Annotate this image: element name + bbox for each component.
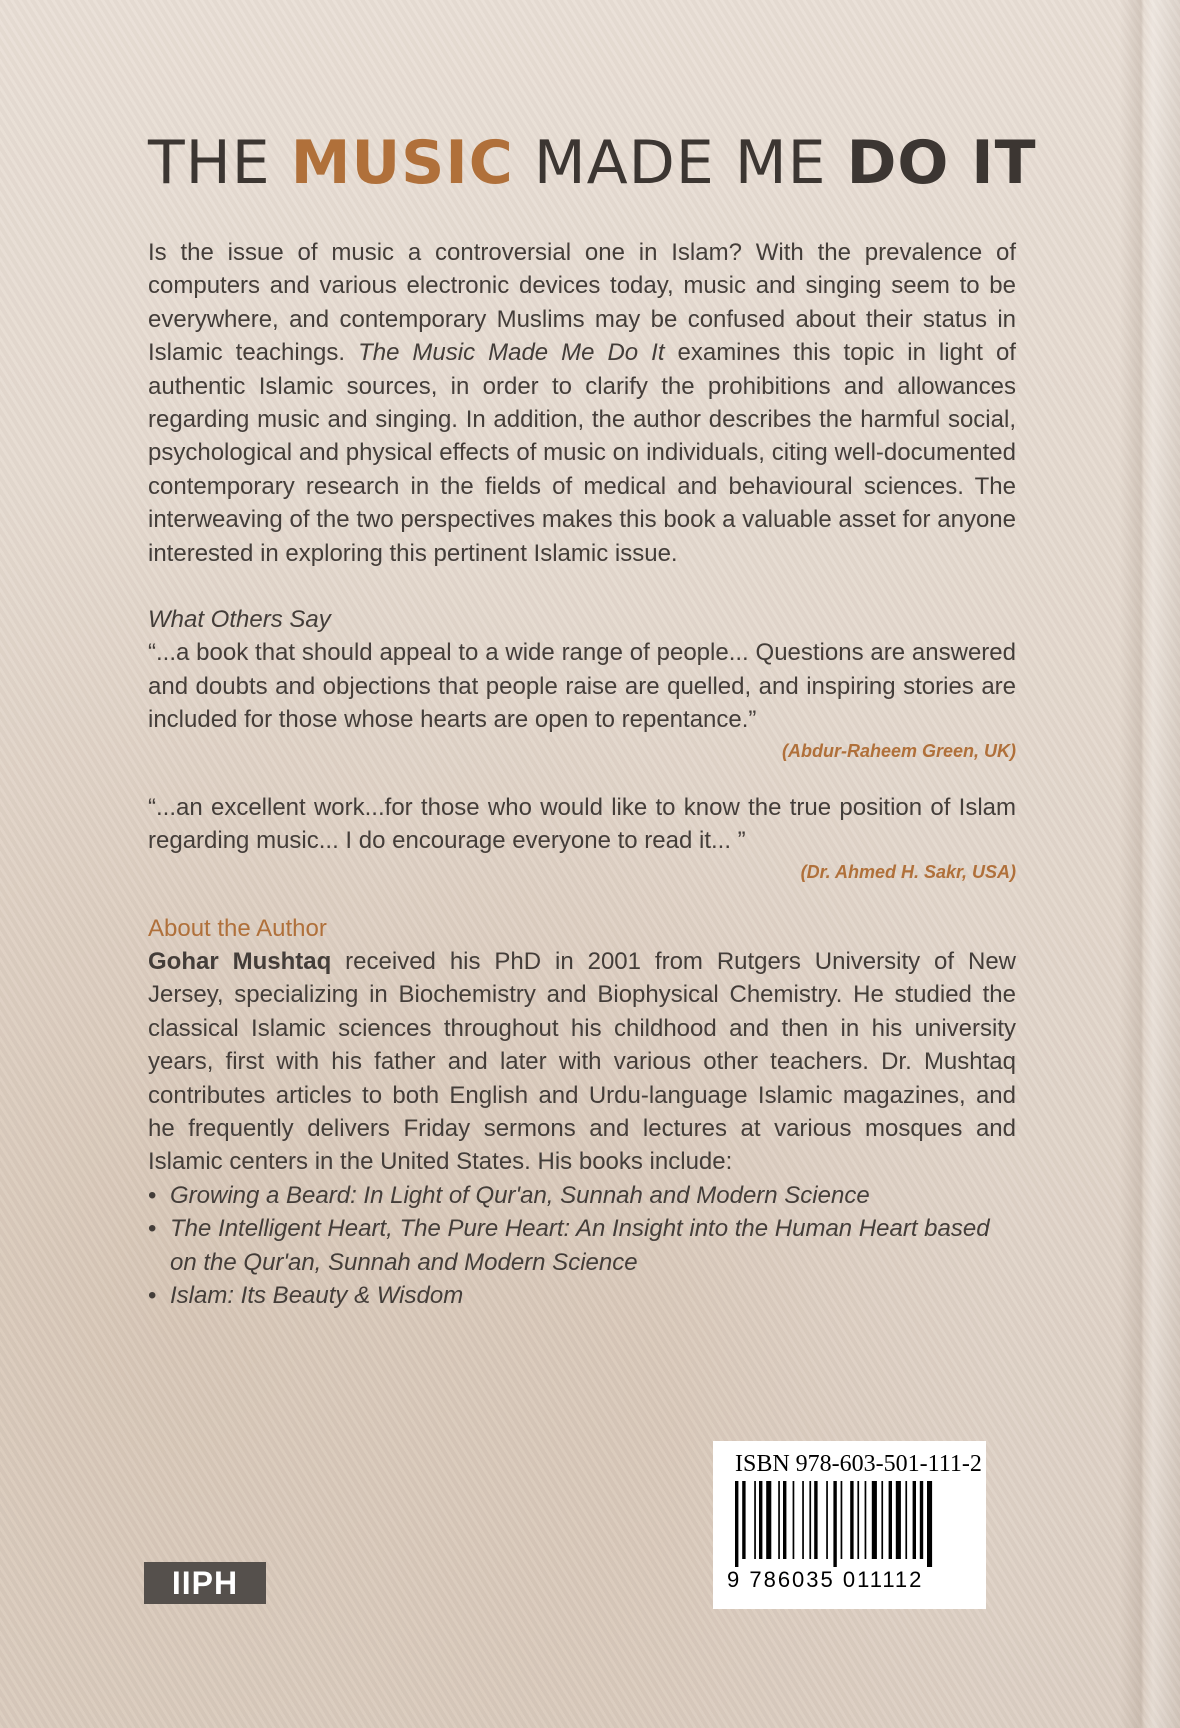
review-attribution-2: (Dr. Ahmed H. Sakr, USA): [800, 861, 1016, 882]
barcode-bar: [766, 1481, 771, 1559]
book-description: [148, 236, 1016, 570]
isbn-label: ISBN 978-603-501-111-2: [735, 1451, 982, 1477]
spine-edge: [1120, 0, 1180, 1728]
barcode-bar: [809, 1481, 811, 1559]
barcode-bar: [881, 1481, 883, 1559]
author-bio: [148, 945, 1016, 1179]
description-book-title: The Music Made Me Do It: [358, 339, 665, 367]
barcode-bar: [905, 1481, 907, 1559]
author-books-list: [148, 1179, 1016, 1313]
reviews-heading: What Others Say: [148, 606, 331, 634]
barcode-bar: [889, 1481, 892, 1559]
barcode-bar: [814, 1481, 817, 1559]
barcode-bar: [913, 1481, 916, 1559]
author-bio-text: received his PhD in 2001 from Rutgers University of New Jersey, specializing in Biochemistry and Biophysical Chemistry. He studied the classical Islamic sciences throughout his childhood and then in his university years, first with his father and later with various other teachers. Dr. Mushtaq contributes articles to both English and Urdu-language Islamic magazines, and he frequently delivers Friday sermons and lectures at various mosques and Islamic centers in the United States. His books include:: [148, 947, 1016, 1176]
book-item: • Growing a Beard: In Light of Qur'an, Sunnah and Modern Science: [148, 1179, 1016, 1212]
title-part-made-me: MADE ME: [513, 128, 847, 198]
description-body: examines this topic in light of authentic Islamic sources, in order to clarify the prohibitions and allowances regarding music and singing. In addition, the author describes the harmful social, psychological and physical effects of music on individuals, citing well-documented contemporary research in the fields of medical and behavioural sciences. The interweaving of the two perspectives makes this book a valuable asset for anyone interested in exploring this pertinent Islamic issue.: [148, 339, 1016, 567]
publisher-logo: IIPH: [144, 1562, 266, 1604]
review-quote-2: “...an excellent work...for those who would like to know the true position of Islam regarding music... I do encourage everyone to read it... ”: [148, 793, 1016, 855]
title-part-the: THE: [148, 128, 291, 198]
barcode-bar: [927, 1481, 932, 1567]
isbn-barcode-box: [713, 1441, 986, 1609]
cover-text: [148, 236, 1016, 1312]
barcode-bar: [920, 1481, 923, 1559]
barcode-bar: [778, 1481, 780, 1559]
description-intro: Is the issue of music a controversial one in Islam? With the prevalence of computers and various electronic devices today, music and singing seem to be everywhere, and contemporary Muslims may be confused about their status in Islamic teachings.: [148, 239, 1016, 367]
barcode-bar: [754, 1481, 756, 1559]
title-part-do-it: DO IT: [846, 128, 1037, 198]
barcode-bar: [759, 1481, 762, 1559]
title-part-music: MUSIC: [290, 128, 514, 198]
book-title: [148, 128, 1037, 198]
barcode-bar: [896, 1481, 901, 1559]
barcode-bar: [826, 1481, 828, 1559]
barcode-bar: [793, 1481, 795, 1559]
author-name: Gohar Mushtaq: [148, 947, 332, 975]
barcode-bar: [872, 1481, 877, 1559]
barcode-bar: [841, 1481, 843, 1559]
barcode-bar: [857, 1481, 859, 1559]
barcode-bar: [833, 1481, 836, 1567]
barcode-bar: [850, 1481, 853, 1559]
barcode-icon: [731, 1481, 983, 1567]
review-attribution-1: (Abdur-Raheem Green, UK): [781, 740, 1016, 761]
review-spacer: [148, 765, 1016, 791]
barcode-bar: [802, 1481, 804, 1559]
barcode-bar: [783, 1481, 786, 1559]
book-item: • The Intelligent Heart, The Pure Heart: An Insight into the Human Heart based on the Qur'an, Sunnah and Modern Science: [148, 1212, 1016, 1279]
book-item: • Islam: Its Beauty & Wisdom: [148, 1279, 1016, 1312]
barcode-bar: [865, 1481, 867, 1559]
barcode-bar: [735, 1481, 738, 1567]
review-quote-1: “...a book that should appeal to a wide range of people... Questions are answered and doubts and objections that people raise are quelled, and inspiring stories are included for those whose hearts are open to repentance.”: [148, 639, 1016, 734]
barcode-bar: [742, 1481, 745, 1559]
barcode-digits: 9 786035 011112: [727, 1567, 924, 1592]
about-author-heading: About the Author: [148, 914, 327, 942]
